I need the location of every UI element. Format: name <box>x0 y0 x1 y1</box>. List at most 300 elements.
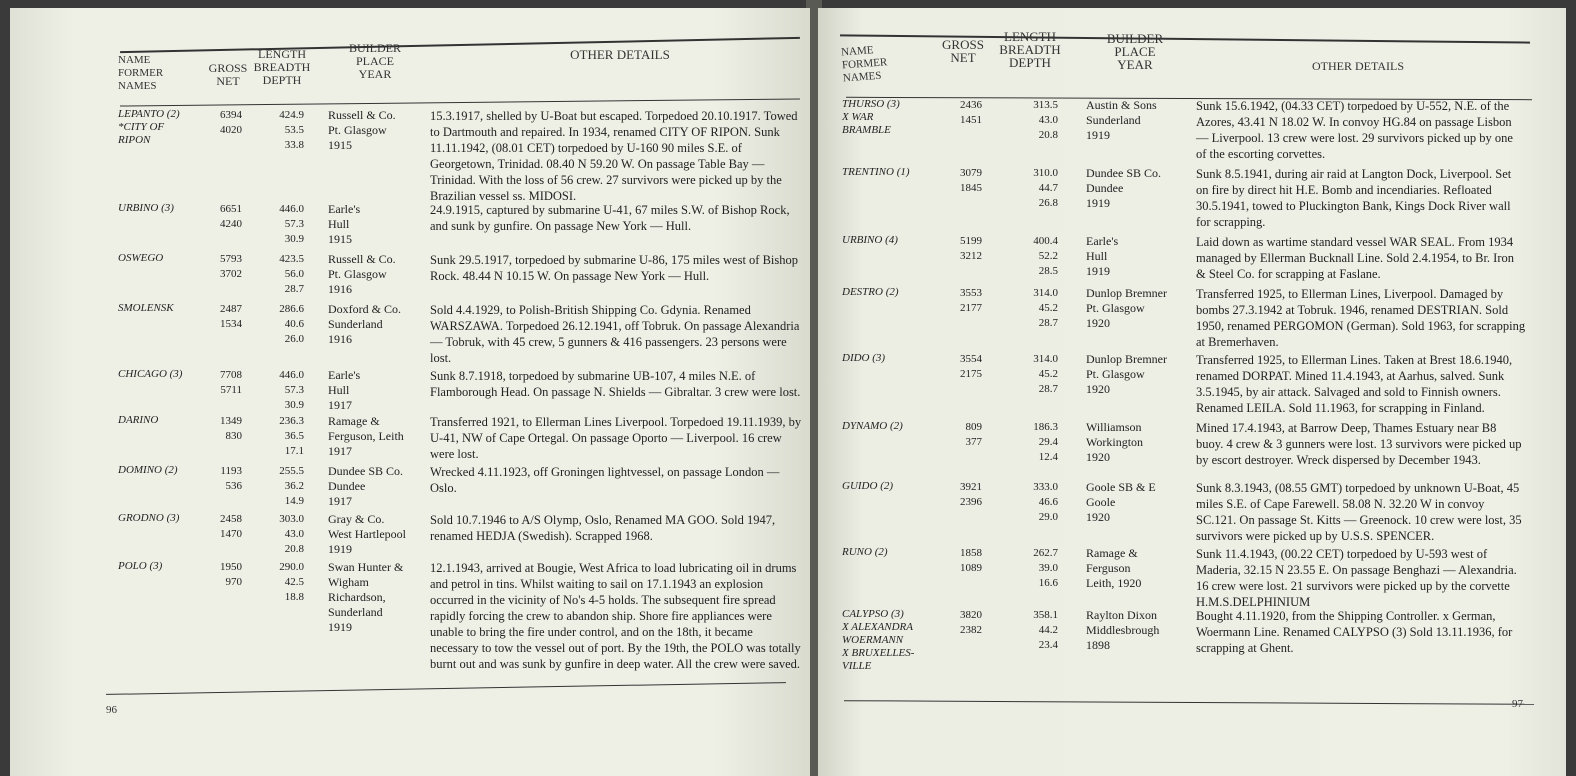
dimensions-line: 303.0 <box>279 513 304 525</box>
header-name: NAME <box>118 54 151 66</box>
builder-info-line: 1916 <box>328 332 352 346</box>
ship-name-line: THURSO (3) <box>842 98 900 110</box>
builder-info-line: Russell & Co. <box>328 252 396 266</box>
ship-name-line: DYNAMO (2) <box>842 420 903 432</box>
builder-info-line: Goole SB & E <box>1086 480 1156 494</box>
builder-info-line: 1919 <box>328 542 352 556</box>
gross-net <box>202 108 242 138</box>
ship-name-line: URBINO (4) <box>842 234 898 246</box>
header-bottom-rule <box>120 98 800 106</box>
ship-name-line: X ALEXANDRA <box>842 621 913 633</box>
dimensions-line: 46.6 <box>1038 496 1058 508</box>
header-names-right: NAMES <box>842 69 882 85</box>
gross-net-line: 2458 <box>220 513 242 525</box>
dimensions <box>1014 420 1058 465</box>
dimensions-line: 30.9 <box>284 399 304 411</box>
gross-net-line: 4240 <box>220 218 242 230</box>
builder-info-line: 1920 <box>1086 450 1110 464</box>
builder-info-line: 1917 <box>328 494 352 508</box>
gross-net-line: 6651 <box>220 203 242 215</box>
gross-net <box>202 512 242 542</box>
dimensions-line: 446.0 <box>279 369 304 381</box>
builder-info-line: Pt. Glasgow <box>328 123 387 137</box>
gross-net-line: 1089 <box>960 562 982 574</box>
gross-net-line: 536 <box>225 480 242 492</box>
builder-info-line: Workington <box>1086 435 1144 449</box>
ship-name <box>842 98 938 137</box>
ship-name-line: GRODNO (3) <box>118 512 180 524</box>
header-name-col-right <box>841 42 914 86</box>
gross-net-line: 5793 <box>220 253 242 265</box>
builder-info-line: Pt. Glasgow <box>1086 367 1145 381</box>
dimensions-line: 26.8 <box>1038 197 1058 209</box>
dimensions-line: 333.0 <box>1033 481 1058 493</box>
builder-info-line: 1920 <box>1086 316 1110 330</box>
builder-info <box>1086 352 1190 397</box>
builder-info-line: Dundee <box>1086 181 1124 195</box>
builder-info-line: Pt. Glasgow <box>328 267 387 281</box>
builder-info-line: Raylton Dixon <box>1086 608 1157 622</box>
dimensions-line: 400.4 <box>1033 235 1058 247</box>
gross-net-line: 830 <box>225 430 242 442</box>
dimensions <box>260 252 304 297</box>
header-place: PLACE <box>355 54 394 68</box>
dimensions-line: 26.0 <box>284 333 304 345</box>
builder-info-line: Ferguson <box>1086 561 1131 575</box>
dimensions-line: 14.9 <box>284 495 304 507</box>
dimensions-line: 18.8 <box>284 591 304 603</box>
builder-info <box>1086 420 1190 465</box>
dimensions-line: 36.2 <box>284 480 304 492</box>
dimensions-line: 314.0 <box>1033 353 1058 365</box>
header-former-right: FORMER <box>841 56 888 72</box>
dimensions <box>260 560 304 605</box>
ship-name <box>118 560 202 573</box>
other-details: 12.1.1943, arrived at Bougie, West Africa to load lubricating oil in drums and petrol in tins. Whilst waiting to sail on 17.1.1943 an explosion occurred in the vicinity of No's 4-5 holds. The subsequent fire spread rapidly forcing the crew to abandon ship. Shore fire appliances were unable to bring the fire under control, and on the 18th, it became necessary to tow the vessel out of port. By the 19th, the POLO was totally burnt out and was sunk by gunfire in deep water. All the crew were saved. <box>430 561 801 671</box>
dimensions-line: 16.6 <box>1038 577 1058 589</box>
ship-name <box>842 480 938 493</box>
builder-info <box>1086 98 1190 143</box>
other-details: Transferred 1925, to Ellerman Lines. Taken at Brest 18.6.1940, renamed DORPAT. Mined 11.4.1943, at Aarhus, salved. Sunk 3.5.1945, by air attack. Salvaged and sold to Finnish owners. Renamed LEILA. Sold 11.1963, for scrapping in Finland. <box>1196 353 1513 415</box>
gross-net <box>942 98 982 128</box>
dimensions-line: 262.7 <box>1033 547 1058 559</box>
gross-net <box>942 480 982 510</box>
gross-net-line: 4020 <box>220 124 242 136</box>
gross-net-line: 2382 <box>960 624 982 636</box>
header-depth: DEPTH <box>262 73 302 87</box>
dimensions <box>260 202 304 247</box>
ship-name <box>842 234 938 247</box>
ship-name-line: CHICAGO (3) <box>118 368 183 380</box>
dimensions <box>1014 234 1058 279</box>
header-length-col-right <box>990 30 1070 69</box>
builder-info-line: Gray & Co. <box>328 512 385 526</box>
footer-rule-right <box>844 700 1534 705</box>
gross-net <box>942 420 982 450</box>
page-number-left: 96 <box>106 704 117 716</box>
dimensions-line: 28.5 <box>1038 265 1058 277</box>
dimensions-line: 28.7 <box>1038 317 1058 329</box>
ship-name-line: TRENTINO (1) <box>842 166 910 178</box>
dimensions <box>1014 166 1058 211</box>
builder-info-line: 1917 <box>328 398 352 412</box>
other-details: Sold 4.4.1929, to Polish-British Shipping Co. Gdynia. Renamed WARSZAWA. Torpedoed 26.12.1941, off Tobruk. On passage Alexandria — Tobruk, with 45 crew, 5 gunners & 416 passengers. 23 persons were lost. <box>430 303 800 365</box>
builder-info <box>1086 234 1190 279</box>
builder-info-line: Ferguson, Leith <box>328 429 404 443</box>
dimensions-line: 44.2 <box>1038 624 1058 636</box>
dimensions-line: 45.2 <box>1038 368 1058 380</box>
dimensions-line: 36.5 <box>284 430 304 442</box>
header-year-right: YEAR <box>1117 57 1153 72</box>
ship-name <box>842 608 938 673</box>
ship-name-line: RUNO (2) <box>842 546 888 558</box>
ship-name-line: DARINO <box>118 414 159 426</box>
gross-net <box>202 414 242 444</box>
builder-info-line: Goole <box>1086 495 1116 509</box>
other-details: Sunk 15.6.1942, (04.33 CET) torpedoed by U-552, N.E. of the Azores, 43.41 N 18.02 W. In convoy HG.84 on passage Lisbon — Liverpool. 13 crew were lost. 29 survivors picked up by one of the escorting corvettes. <box>1196 99 1513 161</box>
header-gross-right: GROSS <box>942 37 984 52</box>
builder-info-line: Earle's <box>328 202 361 216</box>
builder-info-line: Ramage & <box>328 414 380 428</box>
dimensions-line: 42.5 <box>284 576 304 588</box>
dimensions-line: 52.2 <box>1038 250 1058 262</box>
dimensions-line: 28.7 <box>284 283 304 295</box>
dimensions-line: 290.0 <box>279 561 304 573</box>
gross-net-line: 3921 <box>960 481 982 493</box>
builder-info-line: 1920 <box>1086 382 1110 396</box>
ship-name <box>118 108 202 147</box>
builder-info <box>328 512 420 557</box>
header-net: NET <box>216 74 240 88</box>
dimensions <box>260 108 304 153</box>
gross-net-line: 809 <box>965 421 982 433</box>
dimensions-line: 423.5 <box>279 253 304 265</box>
builder-info <box>1086 608 1190 653</box>
header-length-col <box>250 48 314 87</box>
dimensions-line: 30.9 <box>284 233 304 245</box>
builder-info-line: Hull <box>328 217 350 231</box>
dimensions-line: 20.8 <box>284 543 304 555</box>
other-details: Sold 10.7.1946 to A/S Olymp, Oslo, Renamed MA GOO. Sold 1947, renamed HEDJA (Swedish). Scrapped 1968. <box>430 513 776 543</box>
builder-info-line: Hull <box>328 383 350 397</box>
ship-name <box>842 352 938 365</box>
other-details: Bought 4.11.1920, from the Shipping Controller. x German, Woermann Line. Renamed CALYPSO (3) Sold 13.11.1936, for scrapping at Ghent. <box>1196 609 1513 655</box>
gross-net <box>942 286 982 316</box>
builder-info <box>328 464 420 509</box>
other-details: Laid down as wartime standard vessel WAR SEAL. From 1934 managed by Ellerman Bucknall Line. Sold 2.4.1954, to Br. Iron & Steel Co. for scrapping at Faslane. <box>1196 235 1514 281</box>
builder-info-line: 1920 <box>1086 510 1110 524</box>
ship-name-line: URBINO (3) <box>118 202 174 214</box>
dimensions-line: 43.0 <box>284 528 304 540</box>
gross-net-line: 2436 <box>960 99 982 111</box>
ship-name <box>118 512 202 525</box>
builder-info-line: Sunderland <box>328 605 383 619</box>
dimensions-line: 29.0 <box>1038 511 1058 523</box>
gross-net <box>202 302 242 332</box>
builder-info-line: Hull <box>1086 249 1108 263</box>
header-builder-col-right <box>1090 32 1180 71</box>
builder-info <box>328 108 420 153</box>
gross-net <box>942 546 982 576</box>
gross-net <box>202 464 242 494</box>
header-breadth-right: BREADTH <box>999 42 1061 57</box>
ship-name-line: DOMINO (2) <box>118 464 178 476</box>
builder-info <box>328 414 420 459</box>
header-builder-right: BUILDER <box>1106 31 1164 46</box>
dimensions <box>1014 480 1058 525</box>
header-length-right: LENGTH <box>1004 29 1056 44</box>
builder-info-line: Middlesbrough <box>1086 623 1160 637</box>
dimensions-line: 186.3 <box>1033 421 1058 433</box>
ship-name-line: RIPON <box>118 134 151 146</box>
ship-name-line: DESTRO (2) <box>842 286 899 298</box>
builder-info-line: 1915 <box>328 138 352 152</box>
dimensions-line: 33.8 <box>284 139 304 151</box>
builder-info-line: 1919 <box>328 620 352 634</box>
gross-net-line: 1451 <box>960 114 982 126</box>
dimensions-line: 286.6 <box>279 303 304 315</box>
gross-net-line: 1845 <box>960 182 982 194</box>
dimensions-line: 424.9 <box>279 109 304 121</box>
other-details: Sunk 11.4.1943, (00.22 CET) torpedoed by U-593 west of Maderia, 32.15 N 23.55 E. On passage Benghazi — Alexandria. 16 crew were lost. 21 survivors were picked up by the corvette H.M.S.DELPHINIUM <box>1196 547 1517 609</box>
header-names: NAMES <box>118 80 157 92</box>
gross-net-line: 3553 <box>960 287 982 299</box>
gross-net-line: 1349 <box>220 415 242 427</box>
builder-info <box>1086 286 1190 331</box>
ship-name <box>118 302 202 315</box>
ship-name-line: DIDO (3) <box>842 352 886 364</box>
header-other-details-right: OTHER DETAILS <box>1311 59 1405 73</box>
ship-name-line: GUIDO (2) <box>842 480 894 492</box>
header-former: FORMER <box>118 67 164 79</box>
header-other-details: OTHER DETAILS <box>570 47 670 62</box>
header-gross-col <box>206 62 250 88</box>
ship-name <box>118 252 202 265</box>
other-details: Transferred 1921, to Ellerman Lines Liverpool. Torpedoed 19.11.1939, by U-41, NW of Cape Ortegal. On passage Oporto — Liverpool. 16 crew were lost. <box>430 415 802 461</box>
gross-net-line: 1858 <box>960 547 982 559</box>
builder-info-line: Pt. Glasgow <box>1086 301 1145 315</box>
dimensions-line: 358.1 <box>1033 609 1058 621</box>
builder-info <box>328 368 420 413</box>
builder-info-line: Earle's <box>328 368 361 382</box>
builder-info <box>1086 480 1190 525</box>
header-net-right: NET <box>950 50 976 65</box>
gross-net-line: 1193 <box>220 465 242 477</box>
builder-info <box>328 302 420 347</box>
header-gross-col-right <box>938 38 988 64</box>
dimensions-line: 20.8 <box>1038 129 1058 141</box>
dimensions-line: 28.7 <box>1038 383 1058 395</box>
gross-net-line: 5199 <box>960 235 982 247</box>
other-details: Sunk 8.5.1941, during air raid at Langton Dock, Liverpool. Set on fire by direct hit H.E. Bomb and incendiaries. Refloated 30.5.1941, towed to Pluckington Bank, Kings Dock River wall for scrapping. <box>1196 167 1512 229</box>
dimensions <box>1014 546 1058 591</box>
ship-name-line: VILLE <box>842 660 872 672</box>
builder-info-line: 1898 <box>1086 638 1110 652</box>
gross-net-line: 6394 <box>220 109 242 121</box>
right-page <box>818 8 1566 776</box>
builder-info <box>1086 166 1190 211</box>
builder-info-line: West Hartlepool <box>328 527 407 541</box>
builder-info-line: 1919 <box>1086 264 1110 278</box>
other-details: Sunk 8.3.1943, (08.55 GMT) torpedoed by unknown U-Boat, 45 miles S.E. of Cape Farewell. 58.08 N. 32.20 W in convoy SC.121. On passage St. Kitts — Greenock. 10 crew were lost, 35 survivors were picked up by U.S.S. SPENCER. <box>1196 481 1522 543</box>
gross-net-line: 1534 <box>220 318 242 330</box>
header-depth-right: DEPTH <box>1009 55 1051 70</box>
dimensions-line: 53.5 <box>284 124 304 136</box>
builder-info-line: 1919 <box>1086 196 1110 210</box>
ship-name-line: LEPANTO (2) <box>118 108 180 120</box>
builder-info <box>1086 546 1190 591</box>
dimensions-line: 39.0 <box>1038 562 1058 574</box>
builder-info-line: Richardson, <box>328 590 386 604</box>
dimensions-line: 45.2 <box>1038 302 1058 314</box>
left-page <box>10 8 810 776</box>
builder-info-line: Williamson <box>1086 420 1142 434</box>
dimensions-line: 12.4 <box>1038 451 1058 463</box>
dimensions-line: 57.3 <box>284 218 304 230</box>
builder-info-line: Swan Hunter & <box>328 560 404 574</box>
dimensions-line: 29.4 <box>1038 436 1058 448</box>
dimensions <box>1014 286 1058 331</box>
gross-net-line: 2175 <box>960 368 982 380</box>
gross-net <box>202 202 242 232</box>
header-gross: GROSS <box>208 61 248 75</box>
dimensions-line: 23.4 <box>1038 639 1058 651</box>
ship-name <box>842 546 938 559</box>
dimensions-line: 313.5 <box>1033 99 1058 111</box>
dimensions-line: 44.7 <box>1038 182 1058 194</box>
dimensions-line: 17.1 <box>284 445 304 457</box>
dimensions-line: 43.0 <box>1038 114 1058 126</box>
dimensions <box>260 464 304 509</box>
gross-net-line: 7708 <box>220 369 242 381</box>
gross-net-line: 2487 <box>220 303 242 315</box>
gross-net <box>202 368 242 398</box>
ship-name <box>118 464 202 477</box>
gross-net-line: 1470 <box>220 528 242 540</box>
gross-net <box>202 252 242 282</box>
dimensions-line: 56.0 <box>284 268 304 280</box>
builder-info-line: Sunderland <box>1086 113 1141 127</box>
ship-name <box>842 286 938 299</box>
ship-name-line: X BRUXELLES- <box>842 647 915 659</box>
builder-info <box>328 202 420 247</box>
builder-info-line: Wigham <box>328 575 369 589</box>
builder-info-line: Dunlop Bremner <box>1086 286 1167 300</box>
gross-net <box>942 608 982 638</box>
gross-net-line: 3702 <box>220 268 242 280</box>
other-details: Mined 17.4.1943, at Barrow Deep, Thames Estuary near B8 buoy. 4 crew & 3 gunners were lost. 13 survivors were picked up by escort destroyer. Wreck dispersed by December 1943. <box>1196 421 1522 467</box>
gross-net-line: 3212 <box>960 250 982 262</box>
header-builder: BUILDER <box>349 41 401 55</box>
ship-name <box>842 420 938 433</box>
ship-name-line: BRAMBLE <box>842 124 891 136</box>
builder-info-line: 1915 <box>328 232 352 246</box>
ship-name-line: POLO (3) <box>118 560 163 572</box>
gross-net-line: 2177 <box>960 302 982 314</box>
header-name-col <box>118 54 188 93</box>
header-place-right: PLACE <box>1114 44 1156 59</box>
builder-info-line: 1919 <box>1086 128 1110 142</box>
gross-net-line: 3079 <box>960 167 982 179</box>
gross-net-line: 2396 <box>960 496 982 508</box>
ship-name <box>842 166 938 179</box>
gross-net-line: 3820 <box>960 609 982 621</box>
page-number-right: 97 <box>1512 698 1523 710</box>
dimensions <box>260 302 304 347</box>
ship-name-line: SMOLENSK <box>118 302 174 314</box>
dimensions <box>1014 352 1058 397</box>
dimensions-line: 40.6 <box>284 318 304 330</box>
other-details: 24.9.1915, captured by submarine U-41, 67 miles S.W. of Bishop Rock, and sunk by gunfire. On passage New York — Hull. <box>430 203 790 233</box>
ship-name <box>118 414 202 427</box>
builder-info <box>328 252 420 297</box>
ship-name-line: X WAR <box>842 111 874 123</box>
gross-net-line: 970 <box>225 576 242 588</box>
builder-info-line: Leith, 1920 <box>1086 576 1142 590</box>
dimensions-line: 314.0 <box>1033 287 1058 299</box>
ship-name <box>118 368 202 381</box>
other-details: 15.3.1917, shelled by U-Boat but escaped. Torpedoed 20.10.1917. Towed to Dartmouth and repaired. In 1934, renamed CITY OF RIPON. Sunk 11.11.1942, (08.01 CET) torpedoed by U-160 90 miles S.E. of Georgetown, Trinidad. 08.40 N 59.20 W. On passage Table Bay — Trinidad. With the loss of 56 crew. 27 survivors were picked up by the Brazilian vessel ss. MIDOSI. <box>430 109 798 203</box>
dimensions <box>1014 98 1058 143</box>
builder-info-line: Dundee <box>328 479 366 493</box>
other-details: Sunk 8.7.1918, torpedoed by submarine UB-107, 4 miles N.E. of Flamborough Head. On passage N. Shields — Gibraltar. 3 crew were lost. <box>430 369 801 399</box>
builder-info-line: Earle's <box>1086 234 1119 248</box>
ship-name <box>118 202 202 215</box>
dimensions <box>260 368 304 413</box>
footer-rule <box>106 682 786 695</box>
dimensions <box>260 414 304 459</box>
builder-info-line: Sunderland <box>328 317 383 331</box>
gross-net <box>942 234 982 264</box>
builder-info <box>328 560 420 635</box>
header-builder-col <box>330 42 420 81</box>
dimensions-line: 310.0 <box>1033 167 1058 179</box>
header-year: YEAR <box>358 67 392 81</box>
builder-info-line: Dunlop Bremner <box>1086 352 1167 366</box>
builder-info-line: Dundee SB Co. <box>1086 166 1161 180</box>
builder-info-line: 1917 <box>328 444 352 458</box>
header-length: LENGTH <box>258 47 306 61</box>
dimensions <box>1014 608 1058 653</box>
builder-info-line: Ramage & <box>1086 546 1138 560</box>
builder-info-line: Doxford & Co. <box>328 302 401 316</box>
header-name-right: NAME <box>840 44 874 59</box>
builder-info-line: Dundee SB Co. <box>328 464 403 478</box>
ship-name-line: CALYPSO (3) <box>842 608 904 620</box>
other-details: Sunk 29.5.1917, torpedoed by submarine U-86, 175 miles west of Bishop Rock. 48.44 N 10.15 W. On passage New York — Hull. <box>430 253 799 283</box>
dimensions-line: 236.3 <box>279 415 304 427</box>
dimensions-line: 57.3 <box>284 384 304 396</box>
other-details: Transferred 1925, to Ellerman Lines, Liverpool. Damaged by bombs 27.3.1942 at Tobruk. 1946, renamed DESTRIAN. Sold 1950, renamed PERGOMON (German). Sold 1963, for scrapping at Bremerhaven. <box>1196 287 1526 349</box>
dimensions-line: 255.5 <box>279 465 304 477</box>
ship-name-line: OSWEGO <box>118 252 164 264</box>
ship-name-line: *CITY OF <box>118 121 165 133</box>
gross-net-line: 1950 <box>220 561 242 573</box>
gross-net-line: 377 <box>965 436 982 448</box>
dimensions-line: 446.0 <box>279 203 304 215</box>
gross-net <box>202 560 242 590</box>
builder-info-line: Austin & Sons <box>1086 98 1157 112</box>
ship-name-line: WOERMANN <box>842 634 904 646</box>
gross-net-line: 5711 <box>220 384 242 396</box>
gross-net-line: 3554 <box>960 353 982 365</box>
header-breadth: BREADTH <box>253 60 311 74</box>
dimensions <box>260 512 304 557</box>
other-details: Wrecked 4.11.1923, off Groningen lightvessel, on passage London — Oslo. <box>430 465 780 495</box>
gross-net <box>942 352 982 382</box>
builder-info-line: 1916 <box>328 282 352 296</box>
gross-net <box>942 166 982 196</box>
